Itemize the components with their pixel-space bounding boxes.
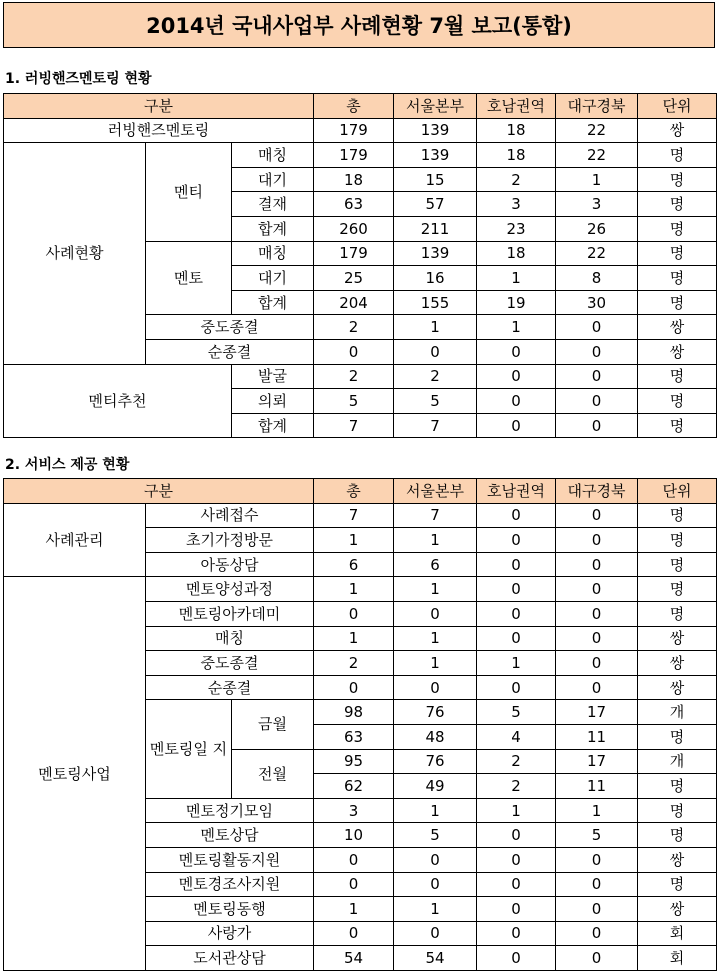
row-label: 멘토정기모임	[146, 798, 314, 823]
cell-unit: 명	[638, 872, 717, 897]
header-honam: 호남권역	[477, 479, 556, 504]
group-label: 멘토링사업	[4, 577, 146, 971]
cell-daegu: 0	[556, 921, 638, 946]
cell-honam: 0	[477, 823, 556, 848]
cell-daegu: 0	[556, 413, 638, 438]
cell-unit: 쌍	[638, 847, 717, 872]
cell-daegu: 0	[556, 897, 638, 922]
cell-honam: 0	[477, 921, 556, 946]
cell-total: 260	[314, 216, 394, 241]
cell-daegu: 5	[556, 823, 638, 848]
cell-honam: 0	[477, 413, 556, 438]
cell-daegu: 17	[556, 700, 638, 725]
cell-daegu: 0	[556, 577, 638, 602]
cell-total: 0	[314, 921, 394, 946]
cell-unit: 쌍	[638, 626, 717, 651]
cell-seoul: 76	[394, 749, 477, 774]
cell-honam: 18	[477, 143, 556, 168]
cell-total: 0	[314, 601, 394, 626]
cell-seoul: 5	[394, 823, 477, 848]
cell-unit: 명	[638, 774, 717, 799]
cell-unit: 명	[638, 503, 717, 528]
row-label: 멘토링아카데미	[146, 601, 314, 626]
cell-daegu: 11	[556, 724, 638, 749]
cell-honam: 0	[477, 601, 556, 626]
cell-seoul: 0	[394, 675, 477, 700]
cell-unit: 명	[638, 216, 717, 241]
cell-total: 204	[314, 290, 394, 315]
cell-daegu: 3	[556, 192, 638, 217]
header-daegu: 대구경북	[556, 479, 638, 504]
cell-total: 1	[314, 528, 394, 553]
cell-daegu: 0	[556, 389, 638, 414]
cell-total: 7	[314, 413, 394, 438]
table-row	[4, 364, 717, 389]
period-label: 전월	[232, 749, 314, 798]
table-row	[4, 577, 717, 602]
cell-honam: 0	[477, 946, 556, 971]
header-category: 구분	[4, 479, 314, 504]
header-daegu: 대구경북	[556, 94, 638, 119]
cell-seoul: 0	[394, 872, 477, 897]
cell-honam: 1	[477, 651, 556, 676]
cell-seoul: 139	[394, 241, 477, 266]
header-total: 총	[314, 479, 394, 504]
cell-daegu: 0	[556, 675, 638, 700]
cell-seoul: 155	[394, 290, 477, 315]
cell-daegu: 0	[556, 364, 638, 389]
row-label: 순종결	[146, 339, 314, 364]
report-title: 2014년 국내사업부 사례현황 7월 보고(통합)	[3, 2, 715, 48]
cell-unit: 명	[638, 798, 717, 823]
cell-honam: 0	[477, 503, 556, 528]
cell-unit: 명	[638, 577, 717, 602]
row-label: 멘토양성과정	[146, 577, 314, 602]
subgroup-label: 멘티	[146, 143, 232, 241]
period-label: 금월	[232, 700, 314, 749]
cell-total: 1	[314, 897, 394, 922]
cell-honam: 0	[477, 847, 556, 872]
cell-daegu: 1	[556, 798, 638, 823]
cell-seoul: 76	[394, 700, 477, 725]
cell-total: 179	[314, 143, 394, 168]
row-label: 매칭	[232, 143, 314, 168]
cell-unit: 명	[638, 724, 717, 749]
row-label: 중도종결	[146, 651, 314, 676]
cell-total: 3	[314, 798, 394, 823]
header-total: 총	[314, 94, 394, 119]
row-label: 멘토링활동지원	[146, 847, 314, 872]
cell-seoul: 7	[394, 503, 477, 528]
row-label: 매칭	[146, 626, 314, 651]
cell-seoul: 16	[394, 266, 477, 291]
cell-total: 0	[314, 339, 394, 364]
header-unit: 단위	[638, 94, 717, 119]
cell-daegu: 22	[556, 241, 638, 266]
cell-total: 7	[314, 503, 394, 528]
cell-daegu: 0	[556, 503, 638, 528]
cell-unit: 명	[638, 601, 717, 626]
cell-unit: 쌍	[638, 315, 717, 340]
cell-unit: 명	[638, 290, 717, 315]
cell-daegu: 0	[556, 339, 638, 364]
cell-seoul: 57	[394, 192, 477, 217]
cell-total: 1	[314, 577, 394, 602]
cell-unit: 쌍	[638, 339, 717, 364]
cell-total: 1	[314, 626, 394, 651]
cell-daegu: 0	[556, 872, 638, 897]
cell-honam: 23	[477, 216, 556, 241]
cell-unit: 명	[638, 167, 717, 192]
cell-daegu: 0	[556, 552, 638, 577]
cell-seoul: 1	[394, 651, 477, 676]
cell-honam: 0	[477, 552, 556, 577]
service-status-table	[3, 478, 717, 971]
row-label: 사랑가	[146, 921, 314, 946]
cell-honam: 0	[477, 364, 556, 389]
row-label: 의뢰	[232, 389, 314, 414]
cell-unit: 쌍	[638, 118, 717, 143]
cell-unit: 쌍	[638, 897, 717, 922]
group-label: 사례현황	[4, 143, 146, 364]
cell-unit: 명	[638, 143, 717, 168]
cell-seoul: 1	[394, 897, 477, 922]
cell-total: 2	[314, 315, 394, 340]
row-label: 중도종결	[146, 315, 314, 340]
group-label: 사례관리	[4, 503, 146, 577]
cell-unit: 명	[638, 528, 717, 553]
cell-honam: 1	[477, 798, 556, 823]
cell-unit: 명	[638, 266, 717, 291]
cell-seoul: 0	[394, 921, 477, 946]
table-row	[4, 118, 717, 143]
row-label: 결재	[232, 192, 314, 217]
cell-daegu: 1	[556, 167, 638, 192]
cell-total: 25	[314, 266, 394, 291]
cell-unit: 명	[638, 823, 717, 848]
cell-total: 54	[314, 946, 394, 971]
cell-unit: 명	[638, 389, 717, 414]
cell-total: 5	[314, 389, 394, 414]
cell-total: 0	[314, 872, 394, 897]
cell-seoul: 49	[394, 774, 477, 799]
cell-seoul: 15	[394, 167, 477, 192]
section1-heading: 1. 러빙핸즈멘토링 현황	[5, 71, 152, 87]
cell-total: 95	[314, 749, 394, 774]
cell-unit: 명	[638, 241, 717, 266]
row-label: 합계	[232, 413, 314, 438]
cell-honam: 0	[477, 389, 556, 414]
cell-seoul: 5	[394, 389, 477, 414]
cell-seoul: 7	[394, 413, 477, 438]
header-honam: 호남권역	[477, 94, 556, 119]
cell-honam: 0	[477, 577, 556, 602]
cell-honam: 18	[477, 241, 556, 266]
cell-honam: 0	[477, 872, 556, 897]
cell-honam: 19	[477, 290, 556, 315]
cell-daegu: 0	[556, 315, 638, 340]
cell-honam: 5	[477, 700, 556, 725]
cell-daegu: 22	[556, 143, 638, 168]
cell-honam: 0	[477, 626, 556, 651]
cell-honam: 0	[477, 897, 556, 922]
cell-unit: 개	[638, 749, 717, 774]
cell-unit: 회	[638, 946, 717, 971]
cell-total: 63	[314, 192, 394, 217]
cell-total: 6	[314, 552, 394, 577]
cell-honam: 1	[477, 315, 556, 340]
cell-seoul: 2	[394, 364, 477, 389]
cell-seoul: 1	[394, 577, 477, 602]
row-label: 대기	[232, 167, 314, 192]
cell-total: 63	[314, 724, 394, 749]
row-label: 사례접수	[146, 503, 314, 528]
cell-seoul: 139	[394, 118, 477, 143]
cell-seoul: 0	[394, 339, 477, 364]
row-label: 아동상담	[146, 552, 314, 577]
cell-honam: 0	[477, 339, 556, 364]
cell-honam: 0	[477, 528, 556, 553]
cell-unit: 명	[638, 364, 717, 389]
cell-unit: 회	[638, 921, 717, 946]
cell-daegu: 22	[556, 118, 638, 143]
table-row	[4, 503, 717, 528]
row-label: 합계	[232, 216, 314, 241]
cell-honam: 4	[477, 724, 556, 749]
cell-total: 179	[314, 118, 394, 143]
cell-seoul: 1	[394, 315, 477, 340]
cell-daegu: 0	[556, 528, 638, 553]
row-label: 대기	[232, 266, 314, 291]
section2-heading: 2. 서비스 제공 현황	[5, 457, 130, 473]
row-label: 초기가정방문	[146, 528, 314, 553]
cell-daegu: 0	[556, 651, 638, 676]
row-label: 순종결	[146, 675, 314, 700]
cell-honam: 2	[477, 774, 556, 799]
row-label: 멘토경조사지원	[146, 872, 314, 897]
cell-honam: 3	[477, 192, 556, 217]
cell-daegu: 26	[556, 216, 638, 241]
cell-honam: 1	[477, 266, 556, 291]
cell-unit: 쌍	[638, 651, 717, 676]
row-label: 러빙핸즈멘토링	[4, 118, 314, 143]
cell-unit: 개	[638, 700, 717, 725]
row-label: 멘토상담	[146, 823, 314, 848]
header-category: 구분	[4, 94, 314, 119]
subgroup-label: 멘토링일 지	[146, 700, 232, 798]
cell-total: 0	[314, 675, 394, 700]
cell-seoul: 139	[394, 143, 477, 168]
table-header-row	[4, 479, 717, 504]
header-unit: 단위	[638, 479, 717, 504]
cell-seoul: 211	[394, 216, 477, 241]
header-seoul: 서울본부	[394, 94, 477, 119]
cell-daegu: 0	[556, 847, 638, 872]
cell-daegu: 17	[556, 749, 638, 774]
cell-unit: 명	[638, 552, 717, 577]
cell-daegu: 0	[556, 626, 638, 651]
cell-daegu: 30	[556, 290, 638, 315]
cell-seoul: 6	[394, 552, 477, 577]
cell-seoul: 48	[394, 724, 477, 749]
cell-daegu: 8	[556, 266, 638, 291]
row-label: 매칭	[232, 241, 314, 266]
cell-seoul: 0	[394, 601, 477, 626]
group-label: 멘티추천	[4, 364, 232, 438]
table-row	[4, 143, 717, 168]
subgroup-label: 멘토	[146, 241, 232, 315]
cell-total: 179	[314, 241, 394, 266]
cell-total: 18	[314, 167, 394, 192]
cell-honam: 2	[477, 749, 556, 774]
cell-seoul: 1	[394, 798, 477, 823]
cell-honam: 0	[477, 675, 556, 700]
mentoring-status-table	[3, 93, 717, 438]
cell-honam: 2	[477, 167, 556, 192]
row-label: 도서관상담	[146, 946, 314, 971]
cell-seoul: 1	[394, 528, 477, 553]
row-label: 멘토링동행	[146, 897, 314, 922]
cell-unit: 쌍	[638, 675, 717, 700]
cell-total: 2	[314, 364, 394, 389]
header-seoul: 서울본부	[394, 479, 477, 504]
cell-daegu: 0	[556, 601, 638, 626]
cell-total: 98	[314, 700, 394, 725]
cell-seoul: 0	[394, 847, 477, 872]
cell-unit: 명	[638, 192, 717, 217]
cell-unit: 명	[638, 413, 717, 438]
cell-total: 10	[314, 823, 394, 848]
cell-total: 0	[314, 847, 394, 872]
table-header-row	[4, 94, 717, 119]
cell-daegu: 11	[556, 774, 638, 799]
cell-daegu: 0	[556, 946, 638, 971]
cell-seoul: 54	[394, 946, 477, 971]
row-label: 발굴	[232, 364, 314, 389]
cell-total: 62	[314, 774, 394, 799]
cell-seoul: 1	[394, 626, 477, 651]
cell-total: 2	[314, 651, 394, 676]
cell-honam: 18	[477, 118, 556, 143]
row-label: 합계	[232, 290, 314, 315]
